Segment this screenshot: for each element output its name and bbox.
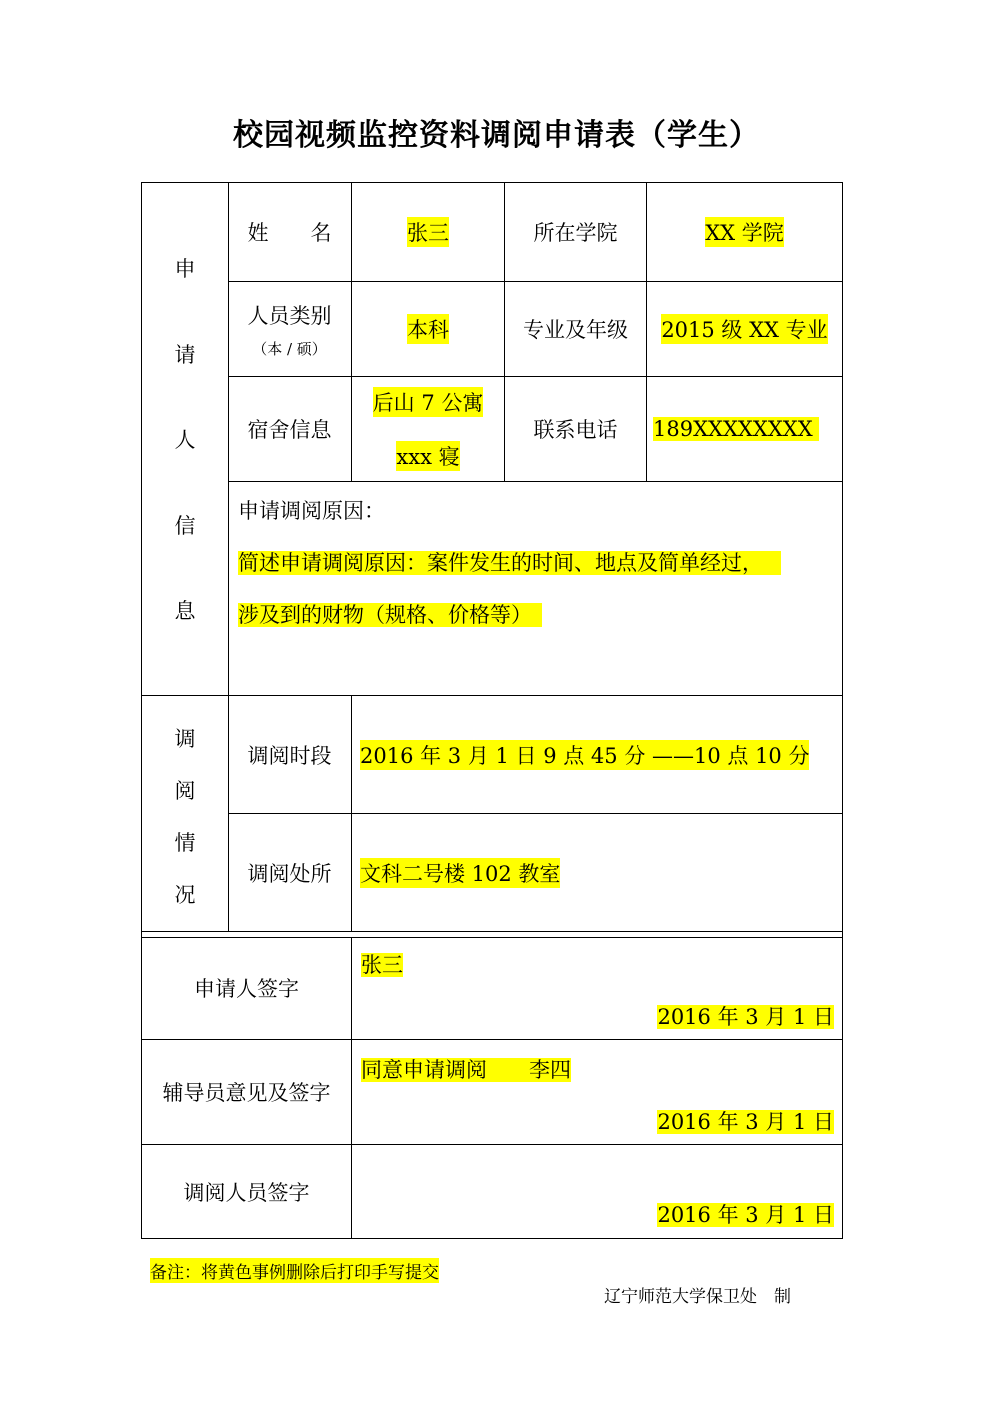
phone-label: 联系电话	[533, 418, 618, 442]
section-char: 请	[174, 342, 196, 367]
applicant-sign-label: 申请人签字	[194, 977, 299, 1001]
dorm-label: 宿舍信息	[247, 418, 332, 442]
counselor-sign-value[interactable]: 同意申请调阅 李四	[361, 1058, 571, 1082]
section-char: 人	[174, 428, 196, 452]
reason-line1[interactable]: 简述申请调阅原因：案件发生的时间、地点及简单经过，	[238, 551, 781, 575]
section-review-info	[142, 723, 228, 909]
reviewer-sign-label: 调阅人员签字	[183, 1180, 310, 1205]
period-label: 调阅时段	[247, 743, 332, 768]
reason-label: 申请调阅原因：	[238, 499, 385, 523]
reviewer-sign-date[interactable]: 2016 年 3 月 1 日	[657, 1203, 834, 1227]
category-label-cell	[228, 282, 351, 376]
major-label: 专业及年级	[523, 318, 628, 342]
name-label: 姓 名	[247, 221, 332, 245]
section-char: 阅	[174, 779, 196, 803]
counselor-sign-label: 辅导员意见及签字	[162, 1081, 331, 1105]
section-char: 申	[174, 257, 196, 281]
place-value[interactable]: 文科二号楼 102 教室	[360, 858, 560, 888]
category-sub-label: （本 / 硕）	[252, 339, 327, 358]
category-value[interactable]: 本科	[407, 314, 449, 344]
section-char: 信	[174, 513, 196, 538]
footer-maker: 辽宁师范大学保卫处 制	[604, 1287, 791, 1307]
college-value[interactable]: XX 学院	[705, 217, 784, 247]
section-char: 调	[174, 727, 196, 751]
reason-line2[interactable]: 涉及到的财物（规格、价格等）	[238, 603, 542, 627]
phone-value[interactable]: 189XXXXXXXX	[653, 417, 819, 441]
college-label: 所在学院	[533, 221, 618, 245]
section-char: 况	[174, 883, 196, 907]
page-title: 校园视频监控资料调阅申请表（学生）	[233, 118, 760, 153]
counselor-sign-date[interactable]: 2016 年 3 月 1 日	[657, 1110, 834, 1134]
section-char: 息	[174, 599, 196, 623]
name-value[interactable]: 张三	[407, 217, 449, 247]
dorm-value-line2[interactable]: xxx 寝	[396, 441, 459, 471]
place-label: 调阅处所	[247, 861, 332, 886]
section-char: 情	[174, 831, 196, 855]
dorm-value-line1[interactable]: 后山 7 公寓	[373, 387, 484, 417]
footer-note: 备注：将黄色事例删除后打印手写提交	[150, 1258, 439, 1283]
category-label: 人员类别	[247, 303, 332, 328]
applicant-sign-value[interactable]: 张三	[361, 953, 403, 977]
section-applicant-info	[142, 253, 228, 625]
signature-table	[141, 937, 843, 1239]
applicant-sign-date[interactable]: 2016 年 3 月 1 日	[657, 1005, 834, 1029]
application-form	[141, 182, 843, 938]
period-value[interactable]: 2016 年 3 月 1 日 9 点 45 分 ——10 点 10 分	[360, 740, 809, 770]
major-value[interactable]: 2015 级 XX 专业	[661, 314, 827, 344]
